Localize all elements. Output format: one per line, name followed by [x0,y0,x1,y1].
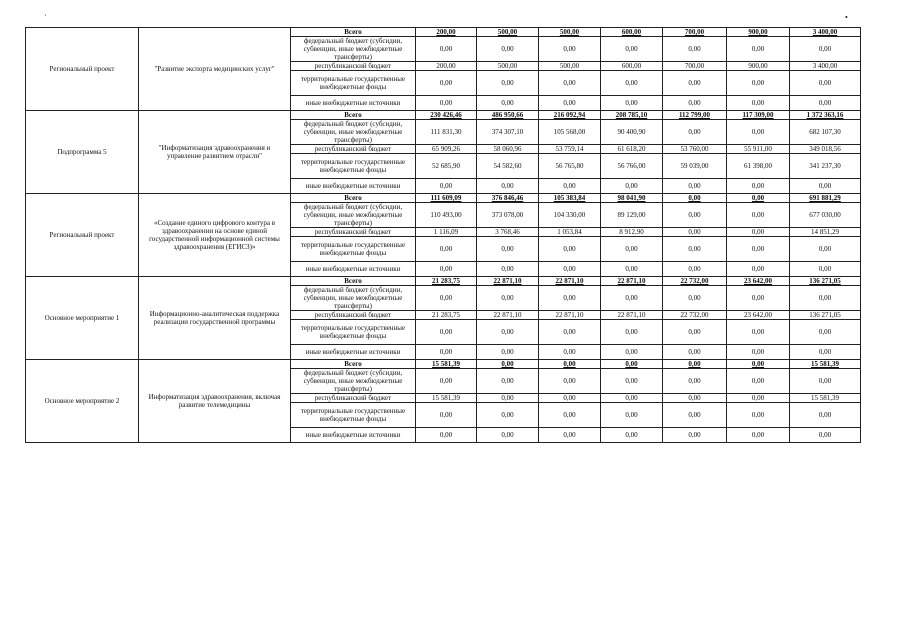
amount-cell: 0,00 [790,179,861,194]
amount-cell: 486 950,66 [477,111,539,120]
funding-source-cell: федеральный бюджет (субсидии, субвенции, иные межбюджетные трансферты) [291,286,416,311]
amount-cell: 23 642,00 [727,277,790,286]
amount-cell: 15 581,39 [416,394,477,403]
amount-cell: 65 909,26 [416,145,477,154]
amount-cell: 0,00 [663,203,727,228]
table-row-total [26,194,861,203]
program-level-cell: Основное мероприятие 1 [26,277,139,360]
amount-cell: 21 283,75 [416,311,477,320]
funding-table-body [26,28,861,443]
amount-cell: 0,00 [727,228,790,237]
funding-source-cell: территориальные государственные внебюджетные фонды [291,403,416,428]
amount-cell: 0,00 [790,320,861,345]
amount-cell: 3 400,00 [790,62,861,71]
amount-cell: 0,00 [539,403,601,428]
amount-cell: 0,00 [601,428,663,443]
amount-cell: 0,00 [477,360,539,369]
amount-cell: 0,00 [539,394,601,403]
amount-cell: 0,00 [601,403,663,428]
amount-cell: 700,00 [663,62,727,71]
amount-cell: 0,00 [416,179,477,194]
amount-cell: 15 581,39 [416,360,477,369]
funding-source-cell: Всего [291,28,416,37]
funding-source-cell: территориальные государственные внебюджетные фонды [291,320,416,345]
funding-source-cell: республиканский бюджет [291,145,416,154]
program-level-cell: Подпрограмма 5 [26,111,139,194]
amount-cell: 0,00 [539,237,601,262]
program-name-cell: Информатизация здравоохранения, включая развитие телемедицины [139,360,291,443]
funding-source-cell: территориальные государственные внебюджетные фонды [291,237,416,262]
amount-cell: 22 871,10 [539,311,601,320]
amount-cell: 0,00 [663,320,727,345]
amount-cell: 216 092,94 [539,111,601,120]
amount-cell: 0,00 [416,403,477,428]
amount-cell: 53 759,14 [539,145,601,154]
amount-cell: 0,00 [601,320,663,345]
amount-cell: 111 609,09 [416,194,477,203]
amount-cell: 0,00 [539,262,601,277]
amount-cell: 700,00 [663,28,727,37]
funding-source-cell: Всего [291,277,416,286]
amount-cell: 0,00 [539,37,601,62]
funding-source-cell: федеральный бюджет (субсидии, субвенции, иные межбюджетные трансферты) [291,369,416,394]
amount-cell: 53 760,00 [663,145,727,154]
amount-cell: 15 581,39 [790,394,861,403]
funding-source-cell: территориальные государственные внебюджетные фонды [291,154,416,179]
amount-cell: 600,00 [601,28,663,37]
amount-cell: 0,00 [539,286,601,311]
program-level-cell: Основное мероприятие 2 [26,360,139,443]
amount-cell: 136 271,05 [790,311,861,320]
amount-cell: 0,00 [601,345,663,360]
amount-cell: 105 568,00 [539,120,601,145]
funding-source-cell: республиканский бюджет [291,394,416,403]
amount-cell: 500,00 [477,28,539,37]
amount-cell: 0,00 [601,71,663,96]
table-row-total [26,277,861,286]
table-row-total [26,360,861,369]
amount-cell: 0,00 [727,203,790,228]
amount-cell: 22 732,00 [663,311,727,320]
funding-table [25,27,861,443]
program-name-cell: "Развитие экспорта медицинских услуг" [139,28,291,111]
amount-cell: 0,00 [790,428,861,443]
amount-cell: 0,00 [477,179,539,194]
amount-cell: 22 871,10 [601,311,663,320]
amount-cell: 0,00 [539,369,601,394]
amount-cell: 0,00 [663,120,727,145]
amount-cell: 0,00 [663,194,727,203]
amount-cell: 90 400,90 [601,120,663,145]
amount-cell: 1 372 363,16 [790,111,861,120]
amount-cell: 500,00 [539,28,601,37]
amount-cell: 0,00 [477,403,539,428]
amount-cell: 0,00 [601,262,663,277]
amount-cell: 0,00 [539,179,601,194]
amount-cell: 136 271,05 [790,277,861,286]
amount-cell: 14 851,29 [790,228,861,237]
amount-cell: 0,00 [727,179,790,194]
funding-source-cell: федеральный бюджет (субсидии, субвенции, иные межбюджетные трансферты) [291,203,416,228]
amount-cell: 0,00 [727,286,790,311]
amount-cell: 112 799,00 [663,111,727,120]
amount-cell: 200,00 [416,28,477,37]
funding-source-cell: Всего [291,360,416,369]
funding-source-cell: иные внебюджетные источники [291,262,416,277]
amount-cell: 0,00 [663,369,727,394]
amount-cell: 0,00 [601,360,663,369]
amount-cell: 0,00 [790,286,861,311]
amount-cell: 200,00 [416,62,477,71]
amount-cell: 0,00 [663,262,727,277]
amount-cell: 0,00 [663,394,727,403]
funding-source-cell: федеральный бюджет (субсидии, субвенции, иные межбюджетные трансферты) [291,37,416,62]
amount-cell: 3 768,46 [477,228,539,237]
amount-cell: 0,00 [601,237,663,262]
amount-cell: 0,00 [727,394,790,403]
amount-cell: 208 785,10 [601,111,663,120]
amount-cell: 0,00 [601,37,663,62]
amount-cell: 0,00 [727,71,790,96]
funding-source-cell: Всего [291,194,416,203]
amount-cell: 117 309,00 [727,111,790,120]
amount-cell: 0,00 [416,286,477,311]
amount-cell: 0,00 [790,96,861,111]
amount-cell: 0,00 [663,237,727,262]
amount-cell: 0,00 [663,71,727,96]
funding-source-cell: Всего [291,111,416,120]
amount-cell: 0,00 [601,394,663,403]
funding-source-cell: республиканский бюджет [291,228,416,237]
program-name-cell: "Информатизация здравоохранения и управление развитием отрасли" [139,111,291,194]
funding-source-cell: республиканский бюджет [291,62,416,71]
amount-cell: 1 116,09 [416,228,477,237]
amount-cell: 0,00 [601,369,663,394]
amount-cell: 23 642,00 [727,311,790,320]
amount-cell: 58 060,96 [477,145,539,154]
amount-cell: 1 053,84 [539,228,601,237]
amount-cell: 0,00 [663,345,727,360]
amount-cell: 104 330,00 [539,203,601,228]
amount-cell: 0,00 [727,369,790,394]
amount-cell: 0,00 [727,428,790,443]
amount-cell: 0,00 [539,345,601,360]
amount-cell: 0,00 [727,403,790,428]
amount-cell: 22 871,10 [539,277,601,286]
amount-cell: 0,00 [727,194,790,203]
amount-cell: 0,00 [663,403,727,428]
amount-cell: 21 283,75 [416,277,477,286]
amount-cell: 0,00 [477,428,539,443]
amount-cell: 0,00 [727,37,790,62]
program-name-cell: «Создание единого цифрового контура в здравоохранении на основе единой государственной информационной системы здравоохранения (ЕГИСЗ)» [139,194,291,277]
amount-cell: 0,00 [539,428,601,443]
amount-cell: 0,00 [790,237,861,262]
amount-cell: 0,00 [727,237,790,262]
table-row-total [26,111,861,120]
amount-cell: 0,00 [477,320,539,345]
amount-cell: 22 732,00 [663,277,727,286]
amount-cell: 105 383,84 [539,194,601,203]
amount-cell: 110 493,00 [416,203,477,228]
amount-cell: 59 039,00 [663,154,727,179]
amount-cell: 373 078,00 [477,203,539,228]
amount-cell: 500,00 [477,62,539,71]
amount-cell: 0,00 [539,96,601,111]
funding-source-cell: территориальные государственные внебюджетные фонды [291,71,416,96]
program-name-cell: Информационно-аналитическая поддержка реализации государственной программы [139,277,291,360]
amount-cell: 0,00 [416,96,477,111]
amount-cell: 54 582,60 [477,154,539,179]
amount-cell: 677 030,00 [790,203,861,228]
amount-cell: 374 307,10 [477,120,539,145]
amount-cell: 0,00 [416,71,477,96]
amount-cell: 56 765,80 [539,154,601,179]
amount-cell: 0,00 [477,262,539,277]
amount-cell: 0,00 [477,71,539,96]
amount-cell: 0,00 [477,37,539,62]
amount-cell: 8 912,90 [601,228,663,237]
amount-cell: 0,00 [663,286,727,311]
amount-cell: 98 041,90 [601,194,663,203]
amount-cell: 341 237,30 [790,154,861,179]
amount-cell: 0,00 [727,320,790,345]
amount-cell: 0,00 [790,71,861,96]
amount-cell: 15 581,39 [790,360,861,369]
amount-cell: 0,00 [663,228,727,237]
amount-cell: 61 618,20 [601,145,663,154]
amount-cell: 0,00 [727,96,790,111]
amount-cell: 0,00 [416,37,477,62]
amount-cell: 0,00 [727,120,790,145]
funding-source-cell: иные внебюджетные источники [291,345,416,360]
funding-source-cell: иные внебюджетные источники [291,428,416,443]
amount-cell: 52 685,90 [416,154,477,179]
amount-cell: 22 871,10 [601,277,663,286]
page-dot-mark: · [44,11,47,20]
amount-cell: 0,00 [477,237,539,262]
amount-cell: 0,00 [416,237,477,262]
amount-cell: 61 398,00 [727,154,790,179]
amount-cell: 111 831,30 [416,120,477,145]
amount-cell: 0,00 [416,369,477,394]
amount-cell: 22 871,10 [477,277,539,286]
amount-cell: 0,00 [416,320,477,345]
amount-cell: 0,00 [663,428,727,443]
amount-cell: 0,00 [663,360,727,369]
program-level-cell: Региональный проект [26,28,139,111]
funding-source-cell: иные внебюджетные источники [291,96,416,111]
amount-cell: 0,00 [790,345,861,360]
amount-cell: 0,00 [477,96,539,111]
amount-cell: 0,00 [663,179,727,194]
amount-cell: 3 400,00 [790,28,861,37]
amount-cell: 22 871,10 [477,311,539,320]
amount-cell: 0,00 [790,37,861,62]
amount-cell: 0,00 [539,360,601,369]
amount-cell: 0,00 [790,369,861,394]
amount-cell: 0,00 [727,345,790,360]
amount-cell: 0,00 [727,360,790,369]
table-row-total [26,28,861,37]
amount-cell: 0,00 [477,369,539,394]
amount-cell: 0,00 [416,262,477,277]
amount-cell: 0,00 [790,262,861,277]
amount-cell: 349 018,56 [790,145,861,154]
amount-cell: 0,00 [477,286,539,311]
amount-cell: 0,00 [601,96,663,111]
amount-cell: 682 107,30 [790,120,861,145]
amount-cell: 56 766,00 [601,154,663,179]
amount-cell: 0,00 [601,179,663,194]
amount-cell: 0,00 [539,71,601,96]
amount-cell: 0,00 [790,403,861,428]
amount-cell: 0,00 [416,428,477,443]
amount-cell: 900,00 [727,62,790,71]
program-level-cell: Региональный проект [26,194,139,277]
amount-cell: 600,00 [601,62,663,71]
amount-cell: 0,00 [601,286,663,311]
amount-cell: 230 426,46 [416,111,477,120]
amount-cell: 0,00 [539,320,601,345]
funding-source-cell: федеральный бюджет (субсидии, субвенции, иные межбюджетные трансферты) [291,120,416,145]
amount-cell: 0,00 [663,96,727,111]
amount-cell: 0,00 [416,345,477,360]
amount-cell: 0,00 [477,394,539,403]
amount-cell: 89 129,00 [601,203,663,228]
amount-cell: 0,00 [663,37,727,62]
amount-cell: 900,00 [727,28,790,37]
amount-cell: 55 911,00 [727,145,790,154]
amount-cell: 500,00 [539,62,601,71]
funding-source-cell: иные внебюджетные источники [291,179,416,194]
amount-cell: 691 881,29 [790,194,861,203]
amount-cell: 376 846,46 [477,194,539,203]
page-dot-mark: • [845,13,848,22]
amount-cell: 0,00 [727,262,790,277]
amount-cell: 0,00 [477,345,539,360]
funding-source-cell: республиканский бюджет [291,311,416,320]
